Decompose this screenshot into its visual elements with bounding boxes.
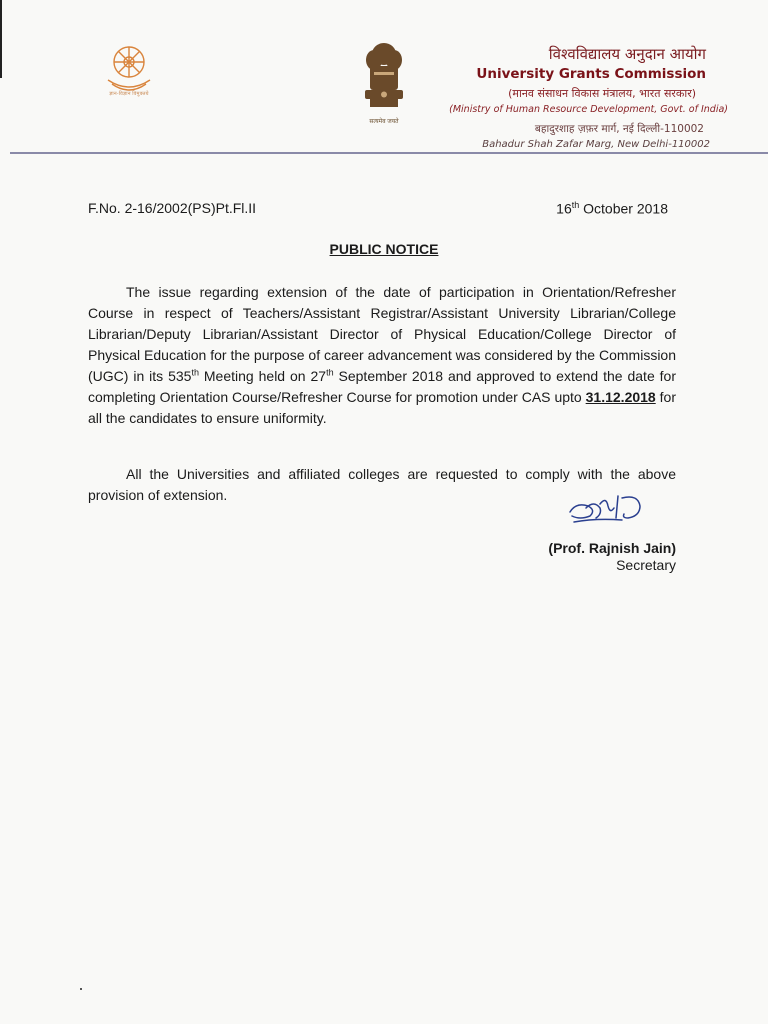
ministry-english: (Ministry of Human Resource Development, Govt. of India) (449, 104, 728, 115)
org-name-hindi: विश्वविद्यालय अनुदान आयोग (548, 45, 706, 63)
address-hindi: बहादुरशाह ज़फ़र मार्ग, नई दिल्ली-110002 (534, 123, 704, 135)
para1-text-3: September 2018 and approved to extend the date for completing Orientation Course/Refresher Course for promotion under CAS upto (88, 368, 676, 405)
file-number: F.No. 2-16/2002(PS)Pt.Fl.II (88, 200, 257, 216)
handwritten-signature (566, 488, 658, 534)
org-name: University Grants Commission (476, 66, 706, 82)
signer-designation: Secretary (616, 557, 676, 573)
scan-dot-mark (80, 988, 82, 990)
header-divider (10, 152, 768, 154)
date-day: 16 (556, 200, 572, 217)
ugc-logo-caption: ज्ञान-विज्ञान विमुक्तये (109, 91, 149, 97)
emblem-caption: सत्यमेव जयते (369, 119, 399, 125)
national-emblem-icon (356, 40, 412, 118)
extension-deadline: 31.12.2018 (585, 389, 656, 405)
notice-date (556, 200, 668, 217)
scan-edge-mark (0, 0, 2, 78)
para1-text-1: The issue regarding extension of the date of participation in Orientation/Refresher Course in respect of Teachers/Assistant Registrar/Assistant University Librarian/College Librarian/Deputy Librarian/Assistant Director of Physical Education/College Director of Physical Education for the purpose of career advancement was considered by the Commission (UGC) in its 535 (88, 284, 676, 384)
date-suffix: th (571, 200, 580, 210)
body-paragraph-2: All the Universities and affiliated colleges are requested to comply with the above provision of extension. (88, 466, 676, 503)
para1-text-2: Meeting held on 27 (198, 368, 327, 384)
date-month-year: October 2018 (579, 200, 668, 217)
para1-text-4: for all the candidates to ensure uniformity. (88, 389, 676, 426)
signer-name: (Prof. Rajnish Jain) (548, 540, 676, 556)
para1-sup-1: th (191, 367, 199, 378)
body-paragraph-1 (88, 282, 676, 429)
address-english: Bahadur Shah Zafar Marg, New Delhi-110002 (482, 139, 710, 150)
notice-title: PUBLIC NOTICE (329, 241, 439, 257)
para1-sup-2: th (326, 367, 334, 378)
ministry-hindi: (मानव संसाधन विकास मंत्रालय, भारत सरकार) (508, 87, 696, 100)
